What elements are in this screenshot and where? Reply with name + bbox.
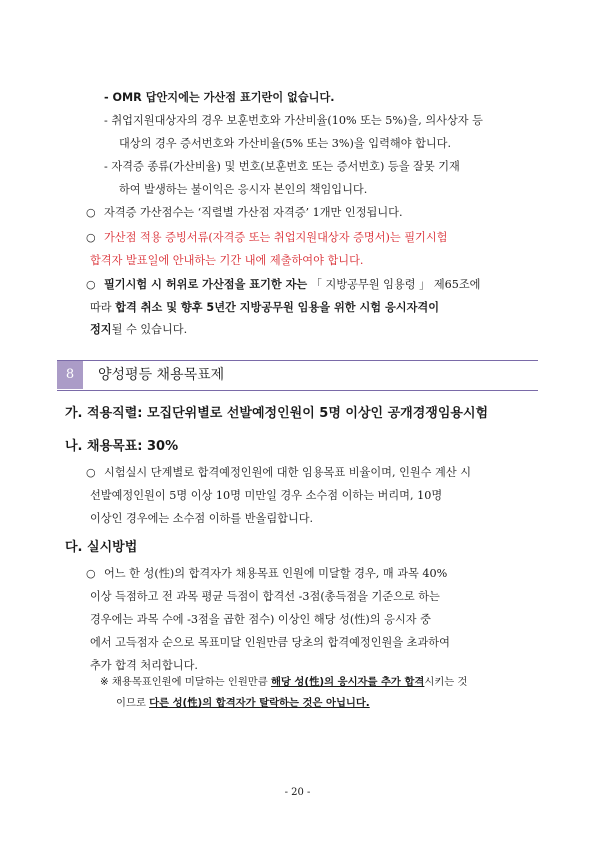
- target-line-3: 이상인 경우에는 소수점 이하를 반올림합니다.: [90, 512, 314, 525]
- document-submission-line-2: 합격자 발표일에 안내하는 기간 내에 제출하여야 합니다.: [90, 254, 364, 267]
- false-claim-according: 따라: [90, 301, 112, 314]
- false-claim-bold: 필기시험 시 허위로 가산점을 표기한 자는: [104, 278, 308, 291]
- document-submission-line-1: 가산점 적용 증빙서류(자격증 또는 취업지원대상자 증명서)는 필기시험: [104, 231, 448, 244]
- section-rule-top: [57, 360, 538, 361]
- note-line-1: [100, 676, 467, 689]
- note-mark: ※: [100, 676, 109, 688]
- false-claim-line-2: [90, 301, 439, 315]
- note-line-2: [116, 697, 370, 710]
- circle-bullet-icon: ○: [86, 466, 96, 479]
- note-text-a: 채용목표인원에 미달하는 인원만큼: [111, 676, 268, 688]
- omr-note: - OMR 답안지에는 가산점 표기란이 없습니다.: [104, 91, 335, 104]
- false-claim-penalty: 합격 취소 및 향후 5년간 지방공무원 임용을 위한 시험 응시자격이: [115, 301, 440, 314]
- false-claim-line-3: [90, 323, 187, 337]
- heading-applicable-series: 가. 적용직렬: 모집단위별로 선발예정인원이 5명 이상인 공개경쟁임용시험: [65, 406, 489, 421]
- certificate-rule: 자격증 가산점수는 ‘직렬별 가산점 자격증’ 1개만 인정됩니다.: [104, 206, 403, 219]
- note-text-d: 이므로: [116, 697, 146, 709]
- sub-bullet-2-line-2: 하여 발생하는 불이익은 응시자 본인의 책임입니다.: [119, 183, 368, 196]
- method-line-2: 이상 득점하고 전 과목 평균 득점이 합격선 -3점(총득점을 기준으로 하는: [90, 590, 440, 603]
- circle-bullet-icon: ○: [86, 231, 96, 244]
- method-line-4: 에서 고득점자 순으로 목표미달 인원만큼 당초의 합격예정인원을 초과하여: [90, 636, 450, 649]
- false-claim-law: 「 지방공무원 임용령 」 제65조에: [310, 278, 481, 291]
- section-title: 양성평등 채용목표제: [98, 367, 225, 383]
- section-rule-bottom: [57, 390, 538, 391]
- method-line-5: 추가 합격 처리합니다.: [90, 659, 198, 672]
- false-claim-suspend: 정지: [90, 323, 112, 336]
- method-line-3: 경우에는 과목 수에 -3점을 곱한 점수) 이상인 해당 성(性)의 응시자 중: [90, 613, 431, 626]
- target-line-2: 선발예정인원이 5명 이상 10명 미만일 경우 소수점 이하는 버리며, 10명: [90, 489, 443, 502]
- method-line-1: 어느 한 성(性)의 합격자가 채용목표 인원에 미달할 경우, 매 과목 40%: [104, 567, 448, 580]
- false-claim-line-1: [104, 278, 480, 292]
- note-emphasis-1: 해당 성(性)의 응시자를 추가 합격: [270, 676, 425, 688]
- sub-bullet-2-line-1: - 자격증 종류(가산비율) 및 번호(보훈번호 또는 증서번호) 등을 잘못 기재: [104, 160, 460, 173]
- circle-bullet-icon: ○: [86, 206, 96, 219]
- circle-bullet-icon: ○: [86, 567, 96, 580]
- note-emphasis-2: 다른 성(性)의 합격자가 탈락하는 것은 아닙니다.: [149, 697, 370, 709]
- heading-method: 다. 실시방법: [65, 540, 138, 555]
- sub-bullet-1-line-2: 대상의 경우 증서번호와 가산비율(5% 또는 3%)을 입력해야 합니다.: [119, 137, 452, 150]
- heading-target-ratio: 나. 채용목표: 30%: [65, 439, 179, 454]
- circle-bullet-icon: ○: [86, 278, 96, 291]
- section-number: 8: [57, 361, 83, 389]
- target-line-1: 시험실시 단계별로 합격예정인원에 대한 임용목표 비율이며, 인원수 계산 시: [104, 466, 472, 479]
- false-claim-end: 될 수 있습니다.: [111, 323, 188, 336]
- note-text-c: 시키는 것: [424, 676, 468, 688]
- page-number: - 20 -: [284, 787, 311, 798]
- sub-bullet-1-line-1: - 취업지원대상자의 경우 보훈번호와 가산비율(10% 또는 5%)을, 의사상자 등: [104, 114, 483, 127]
